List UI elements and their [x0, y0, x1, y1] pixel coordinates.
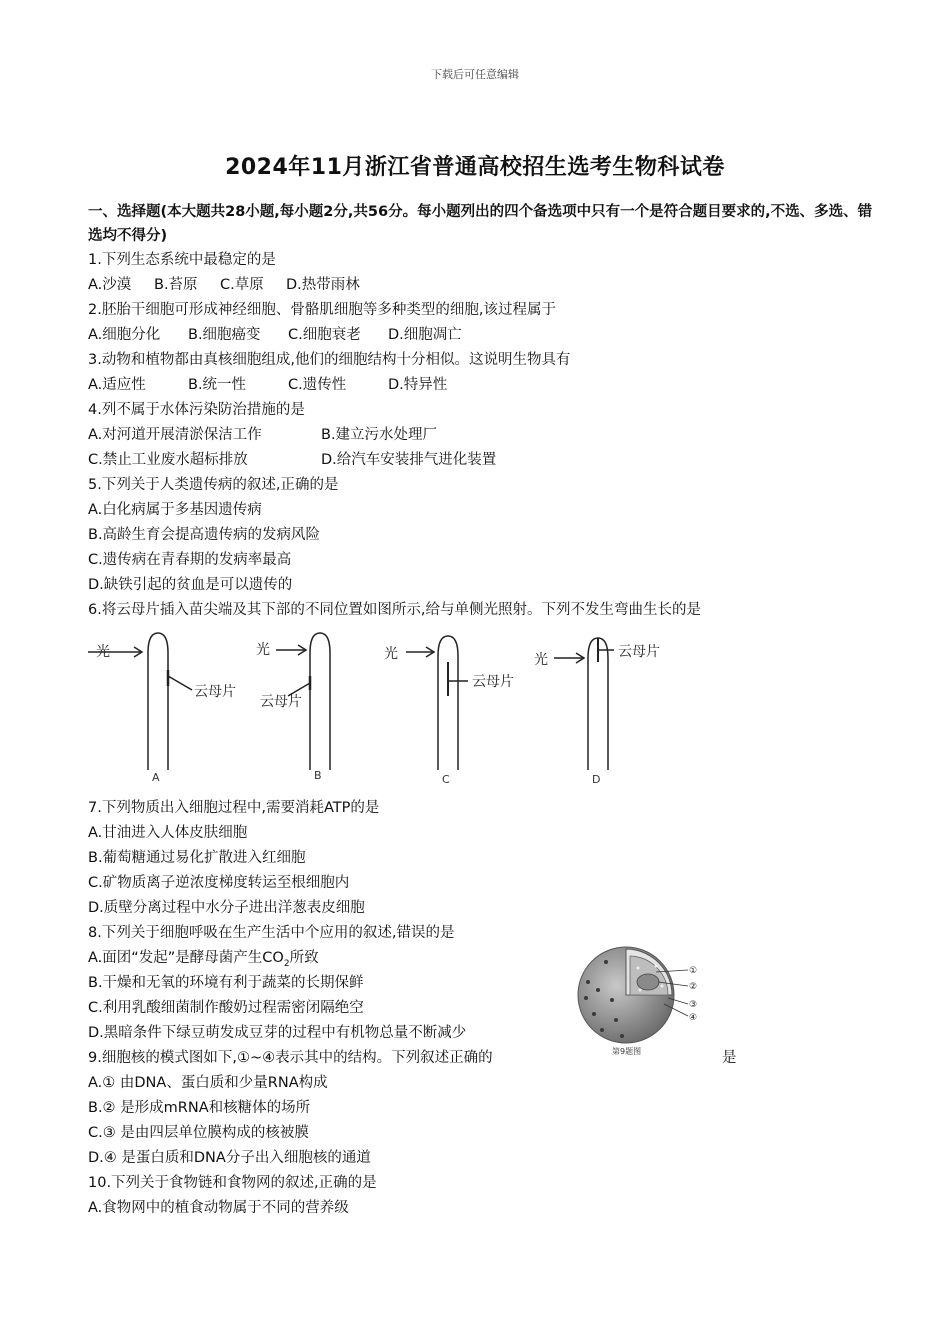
q8-co2-subscript: 2: [283, 958, 290, 969]
q9-label-1: ①: [689, 966, 698, 976]
q3-stem: 3.动物和植物都由真核细胞组成,他们的细胞结构十分相似。这说明生物具有: [88, 352, 571, 368]
q6-coleoptile-figure: [88, 628, 708, 793]
q6-mica-label-c: 云母片: [472, 674, 514, 690]
q5-option-a: A.白化病属于多基因遗传病: [88, 502, 262, 518]
q3-option-c: C.遗传性: [288, 377, 347, 393]
section-heading: 一、选择题(本大题共28小题,每小题2分,共56分。每小题列出的四个备选项中只有一个是符合题目要求的,不选、多选、错选均不得分): [88, 204, 873, 244]
q6-light-label-c: 光: [384, 646, 398, 662]
q1-option-d: D.热带雨林: [286, 277, 360, 293]
q6-mica-label-d: 云母片: [618, 644, 660, 660]
q6-panel-label-a: A: [152, 771, 160, 784]
q3-option-b: B.统一性: [188, 377, 247, 393]
q9-option-c: C.③ 是由四层单位膜构成的核被膜: [88, 1125, 309, 1141]
q1-stem: 1.下列生态系统中最稳定的是: [88, 252, 276, 268]
q9-stem-end: 是: [722, 1050, 737, 1066]
q4-stem: 4.列不属于水体污染防治措施的是: [88, 402, 305, 418]
q2-option-a: A.细胞分化: [88, 327, 161, 343]
q6-mica-label-a: 云母片: [194, 684, 236, 700]
q9-option-b: B.② 是形成mRNA和核糖体的场所: [88, 1100, 311, 1116]
q9-option-a: A.① 由DNA、蛋白质和少量RNA构成: [88, 1075, 328, 1091]
q4-option-c: C.禁止工业废水超标排放: [88, 452, 248, 468]
q7-option-b: B.葡萄糖通过易化扩散进入红细胞: [88, 850, 306, 866]
q2-option-b: B.细胞癌变: [188, 327, 261, 343]
q5-stem: 5.下列关于人类遗传病的叙述,正确的是: [88, 477, 339, 493]
q3-option-d: D.特异性: [388, 377, 448, 393]
q8-stem: 8.下列关于细胞呼吸在生产生活中个应用的叙述,错误的是: [88, 925, 455, 941]
q6-light-label-b: 光: [256, 642, 270, 658]
q2-options: [88, 325, 462, 345]
q9-label-2: ②: [689, 982, 698, 992]
q2-option-d: D.细胞凋亡: [388, 327, 462, 343]
q5-option-c: C.遗传病在青春期的发病率最高: [88, 552, 292, 568]
q9-label-4: ④: [689, 1013, 698, 1023]
q7-option-d: D.质壁分离过程中水分子进出洋葱表皮细胞: [88, 900, 365, 916]
q7-option-a: A.甘油进入人体皮肤细胞: [88, 825, 248, 841]
q9-nucleus-figure: [572, 942, 712, 1060]
q8-option-b: B.干燥和无氧的环境有利于蔬菜的长期保鲜: [88, 975, 364, 991]
q8-option-d: D.黑暗条件下绿豆萌发成豆芽的过程中有机物总量不断减少: [88, 1025, 467, 1041]
q8-option-c: C.利用乳酸细菌制作酸奶过程需密闭隔绝空: [88, 1000, 364, 1016]
q7-option-c: C.矿物质离子逆浓度梯度转运至根细胞内: [88, 875, 350, 891]
q9-option-d: D.④ 是蛋白质和DNA分子出入细胞核的通道: [88, 1150, 371, 1166]
q1-option-a: A.沙漠: [88, 277, 132, 293]
q1-option-b: B.苔原: [154, 277, 198, 293]
page-title: 2024年11月浙江省普通高校招生选考生物科试卷: [225, 155, 725, 180]
q2-option-c: C.细胞衰老: [288, 327, 361, 343]
q6-stem: 6.将云母片插入苗尖端及其下部的不同位置如图所示,给与单侧光照射。下列不发生弯曲生长的是: [88, 602, 701, 618]
q4-options-row1: [88, 425, 437, 445]
q6-panel-label-c: C: [442, 773, 450, 786]
q4-options-row2: [88, 450, 496, 470]
q1-option-c: C.草原: [220, 277, 264, 293]
q2-stem: 2.胚胎干细胞可形成神经细胞、骨骼肌细胞等多种类型的细胞,该过程属于: [88, 302, 556, 318]
q9-figure-caption: 第9题图: [612, 1047, 642, 1056]
q8-option-a-suffix: 所致: [289, 950, 319, 966]
q10-stem: 10.下列关于食物链和食物网的叙述,正确的是: [88, 1175, 377, 1191]
q8-option-a-text: A.面团“发起”是酵母菌产生CO: [88, 950, 284, 966]
q6-light-label-a: 光: [96, 644, 110, 660]
q4-option-a: A.对河道开展清淤保洁工作: [88, 427, 262, 443]
q4-option-d: D.给汽车安装排气进化装置: [321, 452, 497, 468]
q1-options: [88, 275, 360, 295]
header-note: 下载后可任意编辑: [431, 68, 519, 81]
q9-stem: 9.细胞核的模式图如下,①~④表示其中的结构。下列叙述正确的: [88, 1050, 493, 1066]
q4-option-b: B.建立污水处理厂: [321, 427, 438, 443]
q6-light-label-d: 光: [534, 652, 548, 668]
q6-mica-label-b: 云母片: [260, 694, 302, 710]
q8-option-a: [88, 948, 319, 974]
q5-option-d: D.缺铁引起的贫血是可以遗传的: [88, 577, 293, 593]
q3-options: [88, 375, 447, 395]
q6-panel-label-b: B: [314, 769, 322, 782]
q10-option-a: A.食物网中的植食动物属于不同的营养级: [88, 1200, 349, 1216]
q6-panel-label-d: D: [592, 773, 601, 786]
q9-label-3: ③: [689, 1000, 698, 1010]
q3-option-a: A.适应性: [88, 377, 146, 393]
q7-stem: 7.下列物质出入细胞过程中,需要消耗ATP的是: [88, 800, 380, 816]
q5-option-b: B.高龄生育会提高遗传病的发病风险: [88, 527, 321, 543]
